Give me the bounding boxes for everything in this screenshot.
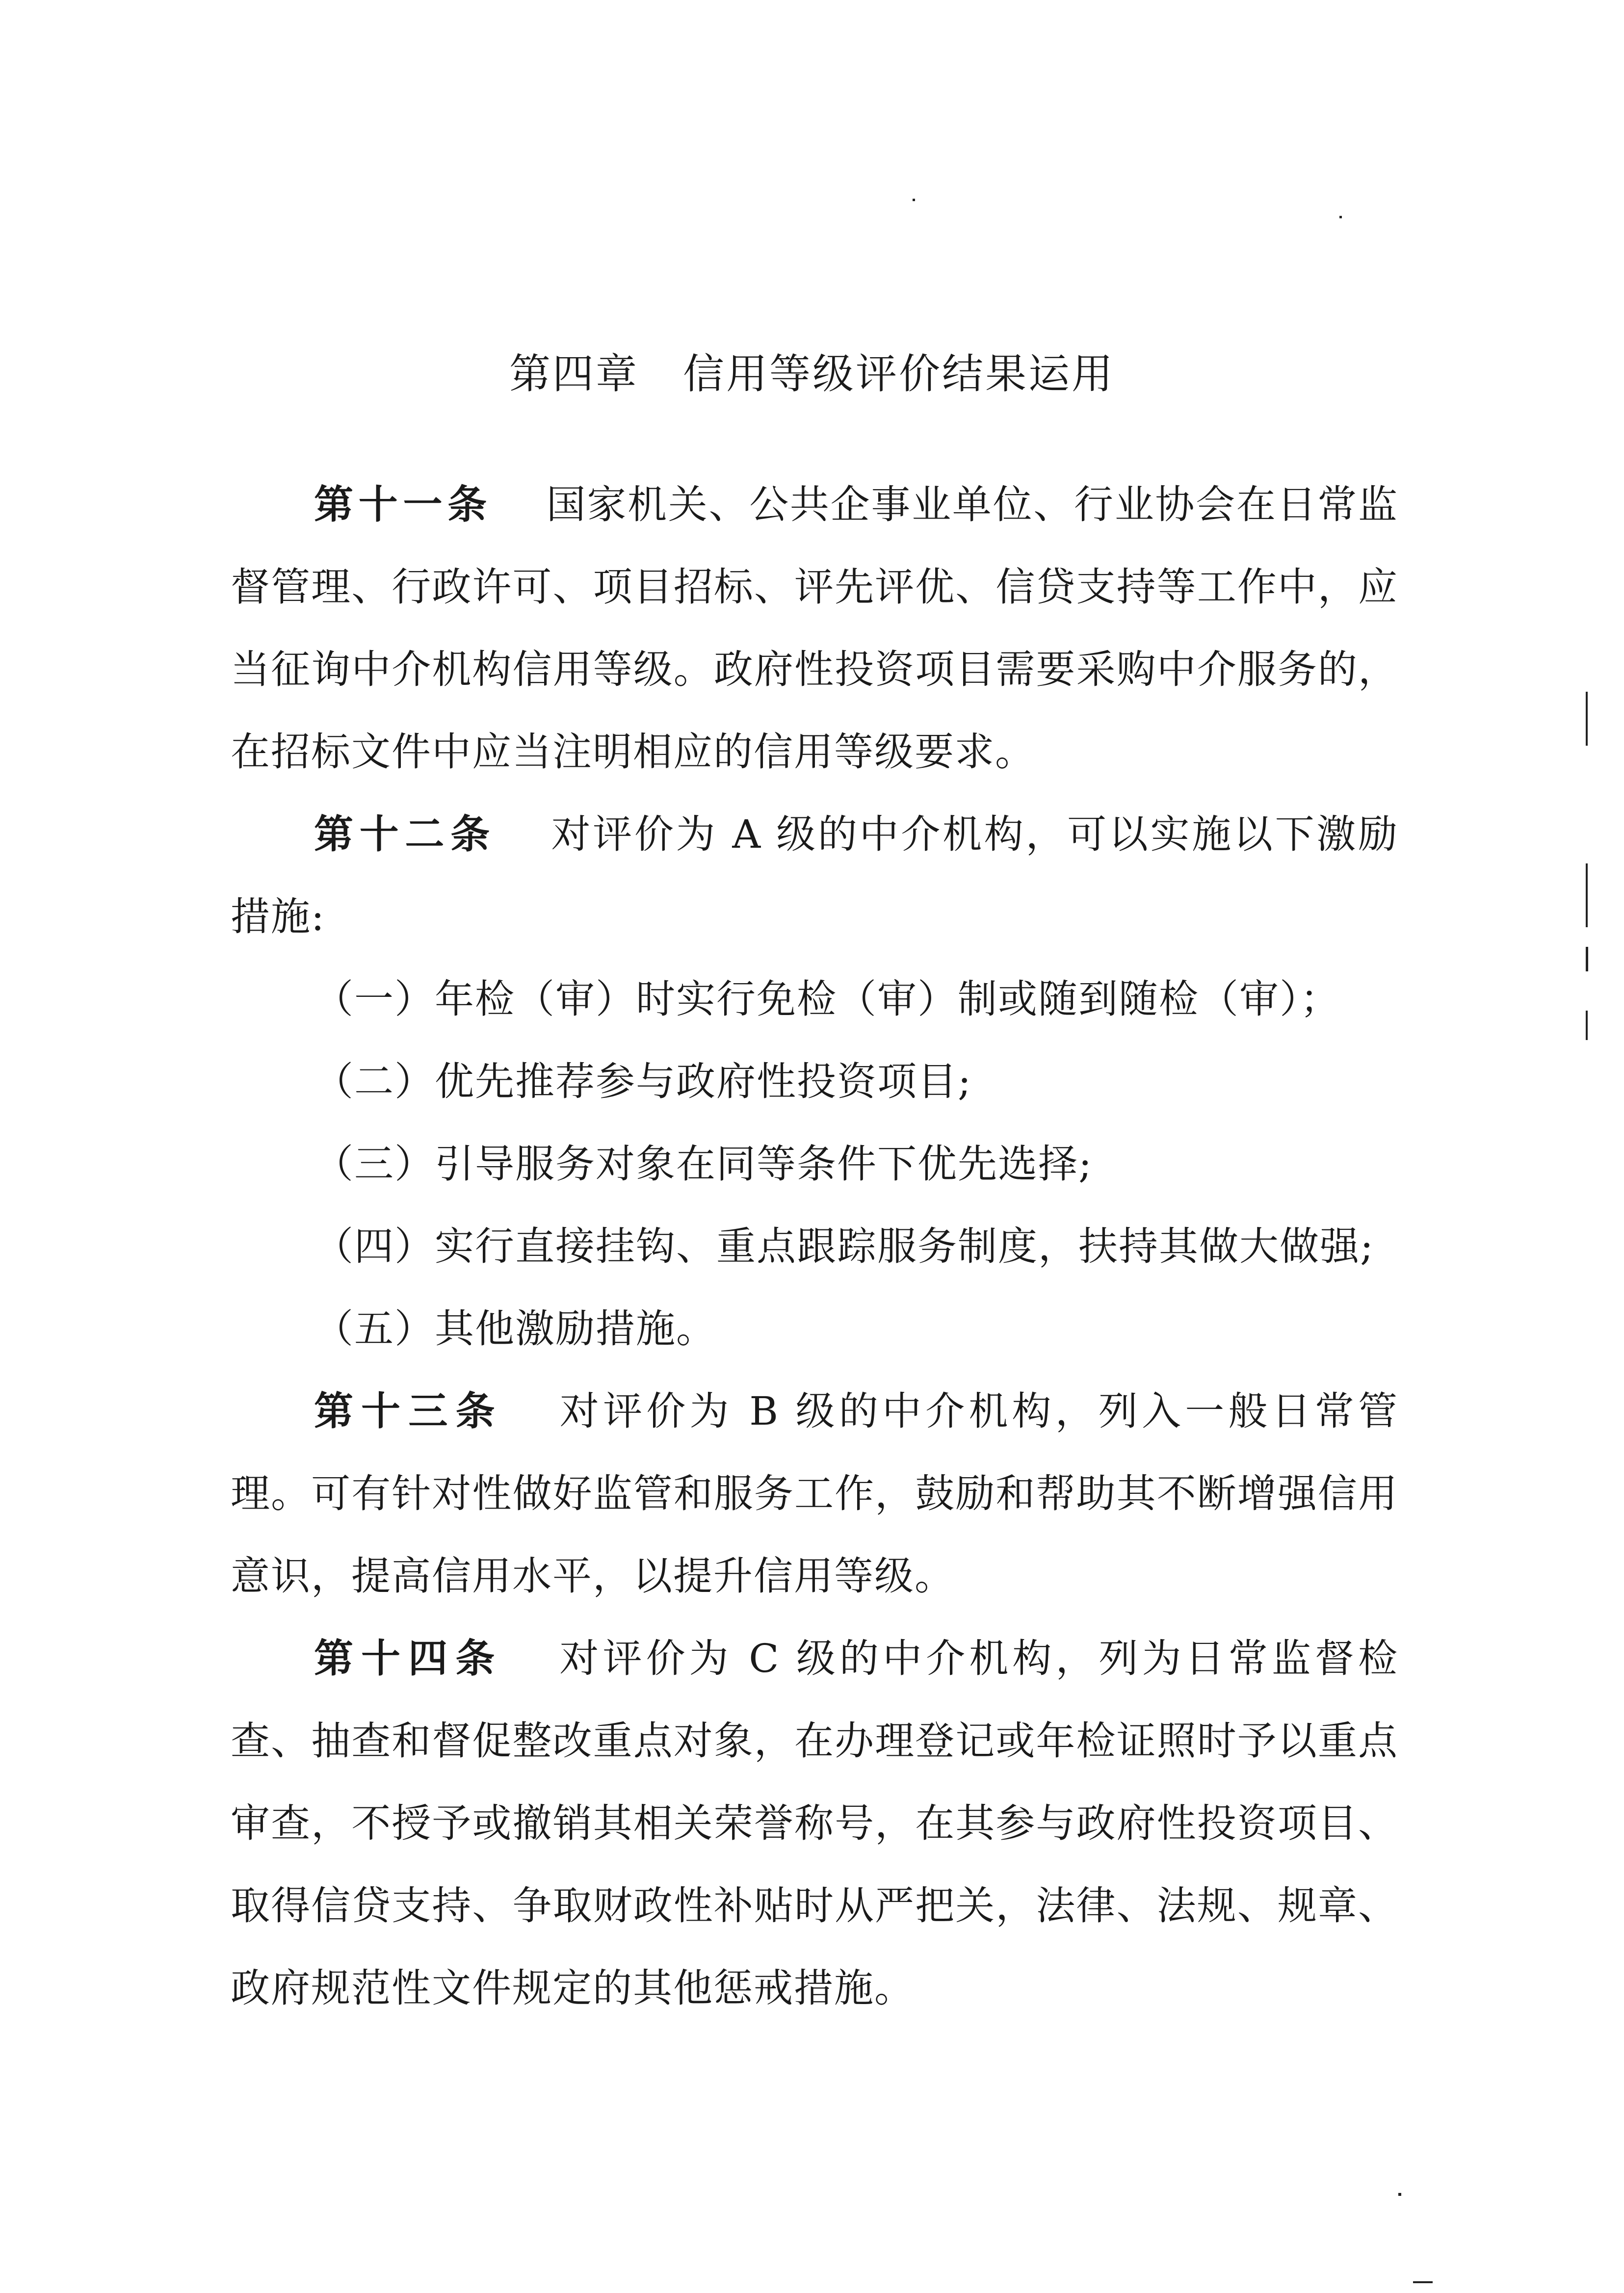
scan-artifact bbox=[1586, 692, 1588, 746]
scan-artifact bbox=[1586, 1011, 1588, 1040]
document-body bbox=[231, 464, 1398, 2030]
article-text: 对评价为 A 级的中介机构，可以实施以下激励措施: bbox=[231, 811, 1398, 939]
scan-artifact bbox=[1586, 947, 1588, 971]
scan-artifact bbox=[1339, 216, 1342, 218]
article-number: 第十一条 bbox=[314, 482, 492, 527]
list-item: （四）实行直接挂钩、重点跟踪服务制度，扶持其做大做强; bbox=[314, 1224, 1374, 1269]
scan-artifact bbox=[1586, 863, 1588, 927]
list-item: （三）引导服务对象在同等条件下优先选择; bbox=[314, 1141, 1093, 1187]
article-number: 第十三条 bbox=[314, 1388, 503, 1434]
article-12 bbox=[231, 793, 1398, 958]
article-text: 国家机关、公共企事业单位、行业协会在日常监督管理、行政许可、项目招标、评先评优、信贷支持等工作中，应当征询中介机构信用等级。政府性投资项目需要采购中介服务的，在招标文件中应当注明相应的信用等级要求。 bbox=[231, 482, 1399, 775]
article-number: 第十四条 bbox=[314, 1636, 503, 1681]
scan-artifact bbox=[913, 199, 915, 201]
scan-artifact bbox=[1398, 2193, 1401, 2196]
article-13 bbox=[231, 1370, 1398, 1617]
list-item: （一）年检（审）时实行免检（审）制或随到随检（审）； bbox=[314, 976, 1340, 1022]
article-14 bbox=[231, 1617, 1398, 2030]
article-text: 对评价为 C 级的中介机构，列为日常监督检查、抽查和督促整改重点对象，在办理登记或年检证照时予以重点审查，不授予或撤销其相关荣誉称号，在其参与政府性投资项目、取得信贷支持、争取财政性补贴时从严把关，法律、法规、规章、政府规范性文件规定的其他惩戒措施。 bbox=[231, 1636, 1398, 2011]
scan-artifact bbox=[1413, 2281, 1433, 2283]
article-number: 第十二条 bbox=[314, 811, 496, 857]
list-item: （二）优先推荐参与政府性投资项目; bbox=[314, 1059, 972, 1104]
list-item: （五）其他激励措施。 bbox=[314, 1306, 716, 1352]
chapter-number: 第四章 bbox=[509, 350, 639, 398]
article-11 bbox=[231, 464, 1398, 793]
chapter-heading bbox=[0, 350, 1624, 398]
chapter-title: 信用等级评价结果运用 bbox=[683, 350, 1115, 398]
article-text: 对评价为 B 级的中介机构，列入一般日常管理。可有针对性做好监管和服务工作，鼓励和帮助其不断增强信用意识，提高信用水平，以提升信用等级。 bbox=[231, 1388, 1399, 1599]
